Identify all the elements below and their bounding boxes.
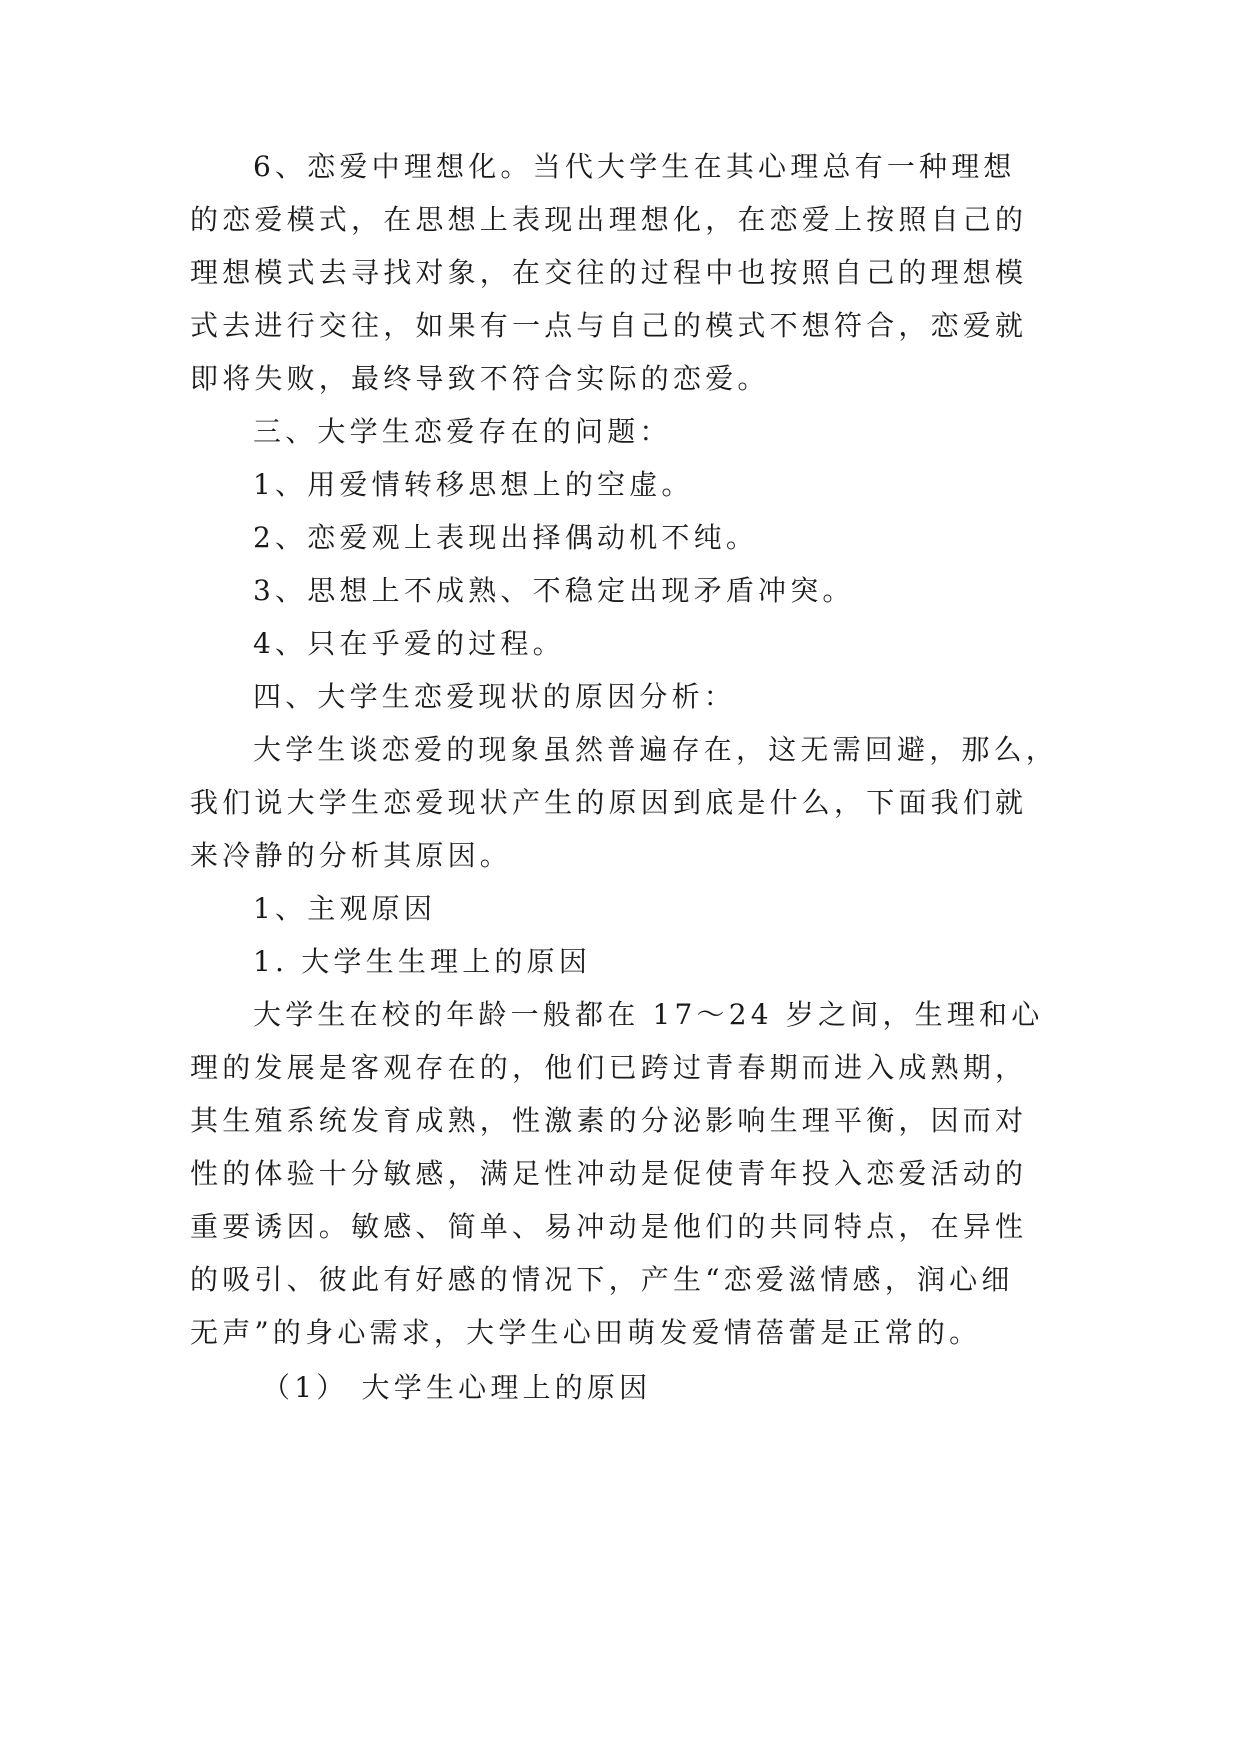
subsection-heading: 1. 大学生生理上的原因 — [253, 945, 592, 978]
paragraph-line: 无声”的身心需求，大学生心田萌发爱情蓓蕾是正常的。 — [190, 1316, 982, 1349]
list-item: 1、用爱情转移思想上的空虚。 — [253, 468, 694, 501]
paragraph-line: 大学生在校的年龄一般都在 17～24 岁之间，生理和心 — [253, 998, 1044, 1031]
paragraph-line: 式去进行交往，如果有一点与自己的模式不想符合，恋爱就 — [190, 309, 1028, 342]
paragraph-line: 6、恋爱中理想化。当代大学生在其心理总有一种理想 — [253, 150, 1016, 183]
paragraph-line: 性的体验十分敏感，满足性冲动是促使青年投入恋爱活动的 — [190, 1157, 1028, 1190]
paragraph-line: 来冷静的分析其原因。 — [190, 839, 513, 872]
paragraph-line: 重要诱因。敏感、简单、易冲动是他们的共同特点，在异性 — [190, 1210, 1028, 1243]
list-item: 4、只在乎爱的过程。 — [253, 627, 565, 660]
subsection-heading: 1、主观原因 — [253, 892, 437, 925]
paragraph-line: 的吸引、彼此有好感的情况下，产生“恋爱滋情感，润心细 — [190, 1263, 1014, 1296]
subsection-heading: （1） 大学生心理上的原因 — [262, 1371, 652, 1404]
paragraph-line: 其生殖系统发育成熟，性激素的分泌影响生理平衡，因而对 — [190, 1104, 1028, 1137]
section-heading: 四、大学生恋爱现状的原因分析： — [253, 680, 737, 713]
paragraph-line: 理想模式去寻找对象，在交往的过程中也按照自己的理想模 — [190, 256, 1028, 289]
paragraph-line: 的恋爱模式，在思想上表现出理想化，在恋爱上按照自己的 — [190, 203, 1028, 236]
paragraph-line: 理的发展是客观存在的，他们已跨过青春期而进入成熟期， — [190, 1051, 1028, 1084]
paragraph-line: 大学生谈恋爱的现象虽然普遍存在，这无需回避，那么， — [253, 733, 1059, 766]
paragraph-line: 我们说大学生恋爱现状产生的原因到底是什么，下面我们就 — [190, 786, 1028, 819]
list-item: 2、恋爱观上表现出择偶动机不纯。 — [253, 521, 759, 554]
list-item: 3、思想上不成熟、不稳定出现矛盾冲突。 — [253, 574, 855, 607]
paragraph-line: 即将失败，最终导致不符合实际的恋爱。 — [190, 362, 770, 395]
section-heading: 三、大学生恋爱存在的问题： — [253, 415, 672, 448]
